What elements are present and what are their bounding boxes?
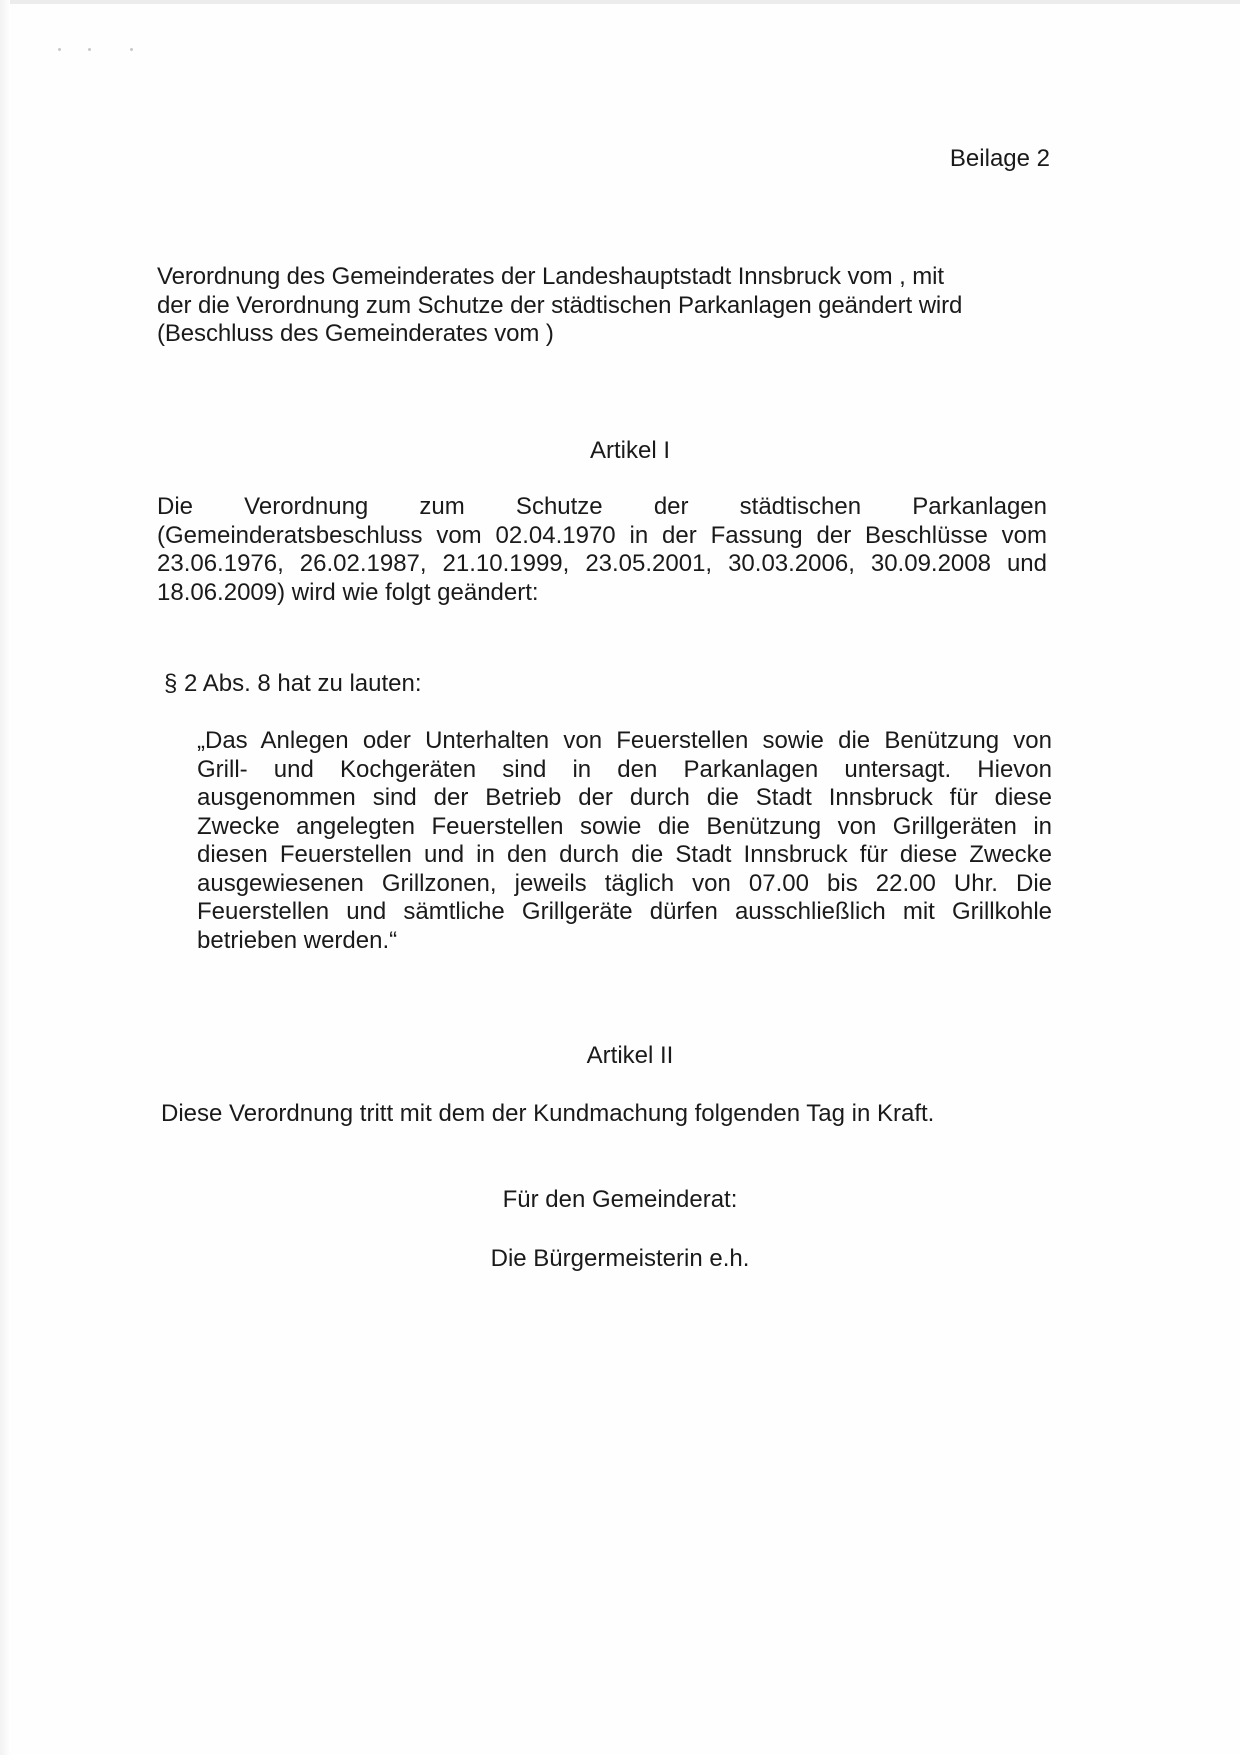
quote-line: „Das Anlegen oder Unterhalten von Feuerstellen sowie die Benützung von	[197, 727, 1052, 754]
quote-line: ausgenommen sind der Betrieb der durch die Stadt Innsbruck für diese	[197, 784, 1052, 811]
scan-top-edge	[0, 0, 1240, 4]
article-2-heading: Artikel II	[586, 1042, 674, 1069]
scan-speck	[88, 48, 91, 51]
ordinance-title-line: Verordnung des Gemeinderates der Landeshauptstadt Innsbruck vom , mit	[157, 263, 944, 290]
article-1-line: (Gemeinderatsbeschluss vom 02.04.1970 in der Fassung der Beschlüsse vom	[157, 521, 1047, 549]
quote-line: ausgewiesenen Grillzonen, jeweils täglich von 07.00 bis 22.00 Uhr. Die	[197, 869, 1052, 897]
article-1-line: Die Verordnung zum Schutze der städtischen Parkanlagen	[157, 493, 1047, 520]
signature-label: Für den Gemeinderat:	[502, 1186, 738, 1213]
signatory: Die Bürgermeisterin e.h.	[490, 1245, 750, 1272]
quote-line: Grill- und Kochgeräten sind in den Parkanlagen untersagt. Hievon	[197, 755, 1052, 783]
quote-line: betrieben werden.“	[197, 926, 398, 954]
quote-line: Zwecke angelegten Feuerstellen sowie die Benützung von Grillgeräten in	[197, 812, 1052, 840]
article-2-body: Diese Verordnung tritt mit dem der Kundmachung folgenden Tag in Kraft.	[161, 1100, 935, 1127]
ordinance-title-line: der die Verordnung zum Schutze der städtischen Parkanlagen geändert wird	[157, 291, 963, 319]
scan-speck	[130, 48, 133, 51]
scan-left-edge	[0, 0, 10, 1755]
ordinance-title-line: (Beschluss des Gemeinderates vom )	[157, 320, 554, 347]
quote-line: diesen Feuerstellen und in den durch die Stadt Innsbruck für diese Zwecke	[197, 841, 1052, 868]
amended-text-quote	[197, 727, 1052, 955]
paragraph-reference: § 2 Abs. 8 hat zu lauten:	[164, 670, 422, 697]
article-1-body	[157, 493, 1047, 607]
article-1-heading: Artikel I	[589, 437, 670, 464]
article-1-line: 23.06.1976, 26.02.1987, 21.10.1999, 23.05.2001, 30.03.2006, 30.09.2008 und	[157, 550, 1047, 577]
article-1-line: 18.06.2009) wird wie folgt geändert:	[157, 578, 539, 606]
annex-label: Beilage 2	[949, 145, 1050, 172]
ordinance-title	[157, 263, 1027, 349]
quote-line: Feuerstellen und sämtliche Grillgeräte dürfen ausschließlich mit Grillkohle	[197, 898, 1052, 925]
scan-speck	[58, 48, 61, 51]
